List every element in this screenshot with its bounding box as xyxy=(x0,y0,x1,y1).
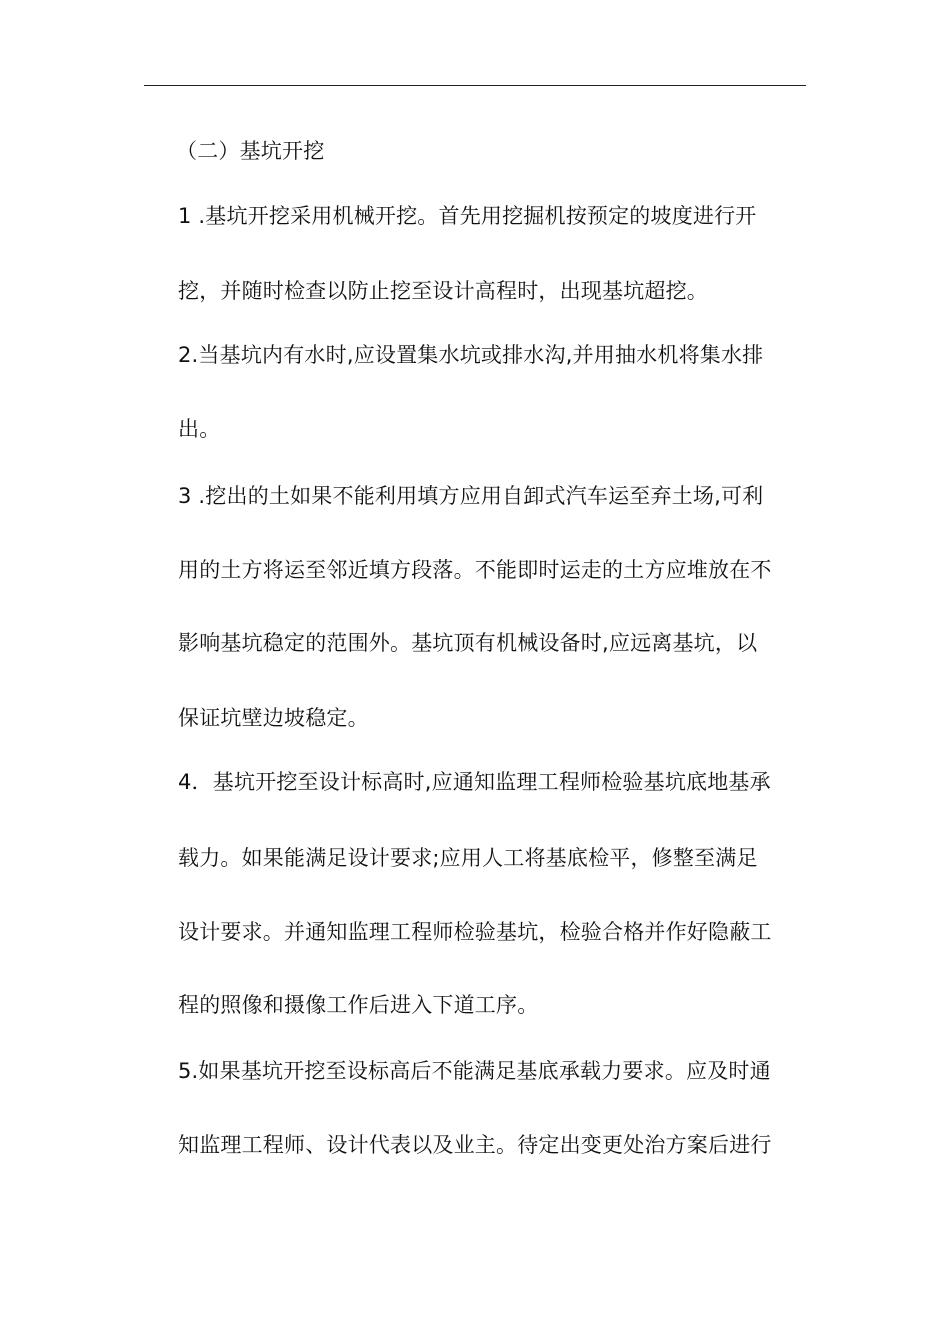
paragraph-line: 保证坑壁边坡稳定。 xyxy=(178,706,369,730)
paragraph-line: 设计要求。并通知监理工程师检验基坑，检验合格并作好隐蔽工 xyxy=(178,920,772,944)
paragraph-line: 1 .基坑开挖采用机械开挖。首先用挖掘机按预定的坡度进行开 xyxy=(178,204,757,228)
header-rule xyxy=(144,85,806,86)
paragraph-line: 2.当基坑内有水时,应设置集水坑或排水沟,并用抽水机将集水排 xyxy=(178,343,764,367)
section-heading: （二）基坑开挖 xyxy=(176,139,325,163)
paragraph-line: 3 .挖出的土如果不能利用填方应用自卸式汽车运至弃土场,可利 xyxy=(178,484,764,508)
paragraph-line: 影响基坑稳定的范围外。基坑顶有机械设备时,应远离基坑，以 xyxy=(178,631,758,655)
paragraph-line: 程的照像和摄像工作后进入下道工序。 xyxy=(178,993,539,1017)
paragraph-line: 用的土方将运至邻近填方段落。不能即时运走的土方应堆放在不 xyxy=(178,558,772,582)
paragraph-line: 挖，并随时检查以防止挖至设计高程时，出现基坑超挖。 xyxy=(178,279,708,303)
paragraph-line: 知监理工程师、设计代表以及业主。待定出变更处治方案后进行 xyxy=(178,1133,772,1157)
paragraph-line: 载力。如果能满足设计要求;应用人工将基底检平，修整至满足 xyxy=(178,846,758,870)
paragraph-line: 4．基坑开挖至设计标高时,应通知监理工程师检验基坑底地基承 xyxy=(178,770,771,794)
paragraph-line: 5.如果基坑开挖至设标高后不能满足基底承载力要求。应及时通 xyxy=(178,1059,771,1083)
paragraph-line: 出。 xyxy=(178,417,221,441)
